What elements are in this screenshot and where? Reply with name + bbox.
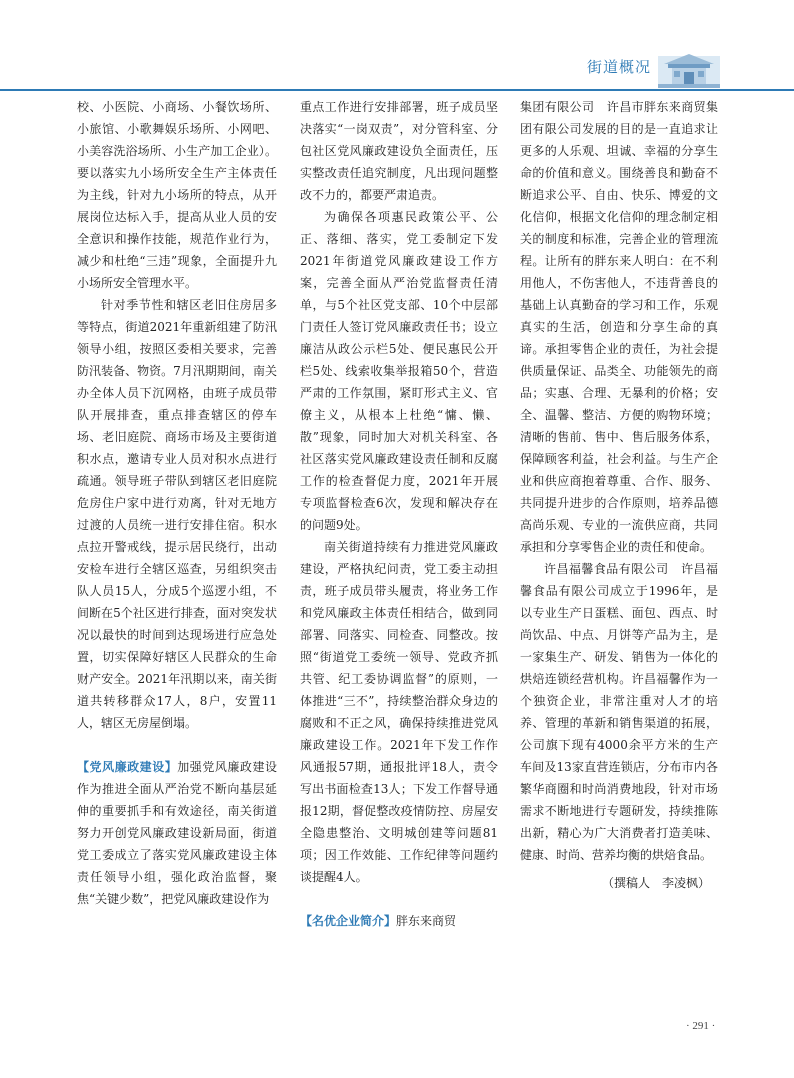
paragraph [77, 756, 277, 910]
paragraph: 校、小医院、小商场、小餐饮场所、小旅馆、小歌舞娱乐场所、小网吧、小美容洗浴场所、小生产加工企业）。要以落实九小场所安全生产主体责任为主线，针对九小场所的特点，从开展岗位达标入手，提高从业人员的安全意识和操作技能，规范作业行为，减少和杜绝“三违”现象，全面提升九小场所安全管理水平。 [77, 100, 277, 290]
column-1 [77, 96, 277, 910]
section-heading: 【名优企业简介】 [300, 914, 397, 928]
paragraph [300, 910, 498, 932]
paragraph: 为确保各项惠民政策公平、公正、落细、落实，党工委制定下发2021年街道党风廉政建设工作方案，完善全面从严治党监督责任清单，与5个社区党支部、10个中层部门责任人签订党风廉政责任书；设立廉洁从政公示栏5处、便民惠民公开栏5处、线索收集举报箱50个，营造严肃的工作氛围，紧盯形式主义、官僚主义，从根本上杜绝“慵、懒、散”现象，同时加大对机关科室、各社区落实党风廉政建设责任制和反腐工作的检查督促力度，2021年开展专项监督检查6次，发现和解决存在的问题9处。 [300, 210, 498, 532]
paragraph: 许昌福馨食品有限公司 许昌福馨食品有限公司成立于1996年，是以专业生产日蛋糕、面包、西点、时尚饮品、中点、月饼等产品为主，是一家集生产、研发、销售为一体化的烘焙连锁经营机构。许昌福馨作为一个独资企业，非常注重对人才的培养、管理的革新和销售渠道的拓展，公司旗下现有4000余平方米的生产车间及13家直营连锁店，分布市内各繁华商圈和时尚消费地段，针对市场需求不断地进行专题研发，持续推陈出新，精心为广大消费者打造美味、健康、时尚、营养均衡的烘焙食品。 [520, 562, 718, 862]
paragraph: 集团有限公司 许昌市胖东来商贸集团有限公司发展的目的是一直追求让更多的人乐观、坦诚、幸福的分享生命的价值和意义。围绕善良和勤奋不断追求公平、自由、快乐、博爱的文化信仰，根据文化信仰的理念制定相关的制度和标准，完善企业的管理流程。让所有的胖东来人明白：在不利用他人，不伤害他人，不违背善良的基础上认真勤奋的学习和工作，乐观真实的生活，创造和分享生命的真谛。承担零售企业的责任，为社会提供质量保证、品类全、功能领先的商品；实惠、合理、无暴利的价格；安全、温馨、整洁、方便的购物环境；清晰的售前、售中、售后服务体系，保障顾客利益，社会利益。与生产企业和供应商抱着尊重、合作、服务、共同提升进步的合作原则，培养品德高尚乐观、专业的一流供应商，共同承担和分享零售企业的责任和使命。 [520, 100, 718, 554]
section-heading: 【党风廉政建设】 [77, 760, 178, 774]
paragraph: 重点工作进行安排部署，班子成员坚决落实“一岗双责”，对分管科室、分包社区党风廉政建设负全面责任，压实整改责任追究制度，凡出现问题整改不力的，都要严肃追责。 [300, 100, 498, 202]
section-title: 街道概况 [587, 60, 652, 76]
column-3 [520, 96, 718, 894]
page-number: · 291 · [686, 1020, 716, 1032]
paragraph: 针对季节性和辖区老旧住房居多等特点，街道2021年重新组建了防汛领导小组，按照区委相关要求，完善防汛装备、物资。7月汛期期间，南关办全体人员下沉网格，由班子成员带队开展排查，重点排查辖区的停车场、老旧庭院、商场市场及主要街道积水点，邀请专业人员对积水点进行疏通。领导班子带队到辖区老旧庭院危房住户家中进行劝离，针对无地方过渡的人员统一进行安排住宿。积水点拉开警戒线，提示居民绕行，出动安检车进行全辖区巡查，另组织突击队人员15人，分成5个巡逻小组，不间断在5个社区进行排查，面对突发状况以最快的时间到达现场进行应急处置，切实保障好辖区人民群众的生命财产安全。2021年汛期以来，南关街道共转移群众17人，8户，安置11人，辖区无房屋倒塌。 [77, 298, 277, 730]
paragraph-text: 加强党风廉政建设作为推进全面从严治党不断向基层延伸的重要抓手和有效途径，南关街道努力开创党风廉政建设新局面，街道党工委成立了落实党风廉政建设主体责任领导小组，强化政治监督，聚焦“关键少数”，把党风廉政建设作为 [77, 760, 277, 906]
header-rule [0, 89, 794, 91]
paragraph-text: 胖东来商贸 [396, 914, 457, 928]
column-2 [300, 96, 498, 932]
author-signature: （撰稿人 李凌枫） [601, 876, 710, 890]
paragraph: 南关街道持续有力推进党风廉政建设，严格执纪问责，党工委主动担责，班子成员带头履责，将业务工作和党风廉政主体责任相结合，做到同部署、同落实、同检查、同整改。按照“街道党工委统一领导、党政齐抓共管、纪工委协调监督”的原则，一体推进“三不”，持续整治群众身边的腐败和不正之风，确保持续推进党风廉政建设工作。2021年下发工作作风通报57期，通报批评18人，责令写出书面检查13人；下发工作督导通报12期，督促整改疫情防控、房屋安全隐患整治、文明城创建等问题81项；因工作效能、工作纪律等问题约谈提醒4人。 [300, 540, 498, 884]
gate-building-icon [658, 50, 720, 88]
